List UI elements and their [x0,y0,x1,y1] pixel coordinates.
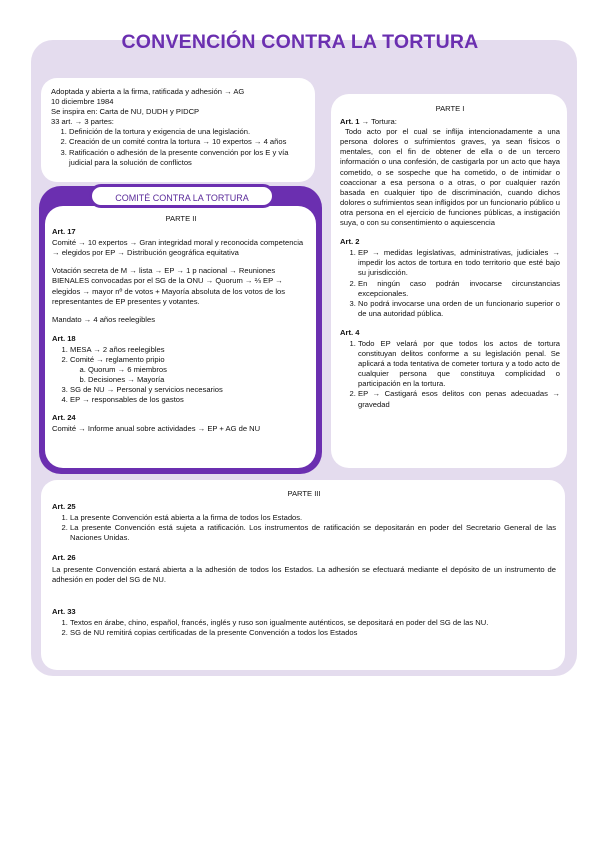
list-item: 3. Ratificación o adhesión de la presente convención por los E y vía judicial para la solución de conflictos [69,148,309,168]
list-item: 1. EP → medidas legislativas, administrativas, judiciales → impedir los actos de tortura en todo territorio que esté bajo su jurisdicción. [358,248,560,278]
part-heading: PARTE III [287,489,321,498]
list-item: 4. EP → responsables de los gastos [70,395,310,405]
article-subtitle: → Tortura: [359,117,397,127]
article-label: Art. 25 [52,502,76,512]
committee-banner: COMITÉ CONTRA LA TORTURA [89,184,275,208]
article-list [340,248,560,319]
article-label: Art. 24 [52,412,76,422]
intro-line: 10 diciembre 1984 [51,97,114,107]
part-2-inner [45,206,316,468]
list-item: 3. SG de NU → Personal y servicios necesarios [70,385,310,395]
part-1-card [331,94,567,468]
article-text: La presente Convención estará abierta a la adhesión de todos los Estados. La adhesión se efectuará mediante el depósito de un instrumento de adhesión en poder del SG de NU. [52,564,556,584]
article-label: Art. 2 [340,237,360,247]
article-text: Todo acto por el cual se inflija intencionadamente a una persona dolores o sufrimientos graves, ya sean físicos o mentales, con el fin de obtener de ella o de un tercero información o una confesión, de castigarla por un acto que haya cometido, o se sospeche que ha cometido, o de intimidar o coaccionar a esa persona o a otras, o por cualquier razón basada en cualquier tipo de discriminación, cuando dichos dolores o sufrimientos sean infligidos por un funcionario público u otra persona en el ejercicio de funciones públicas, a instigación suya, o con su consentimiento o aquiescencia [340,127,560,228]
list-item: 2. La presente Convención está sujeta a ratificación. Los instrumentos de ratificación se depositarán en poder del Secretario General de las Naciones Unidas. [70,523,556,543]
article-label: Art. 4 [340,327,360,337]
article-list [52,618,556,638]
article-list [52,513,556,543]
parts-list [51,127,309,167]
list-item: a. Quorum → 6 miembros [88,365,310,375]
article-label: Art. 33 [52,606,76,616]
list-item [70,355,310,385]
list-item: 1. MESA → 2 años reelegibles [70,345,310,355]
article-text: Votación secreta de M → lista → EP → 1 p nacional → Reuniones BIENALES convocadas por el SG de la ONU → Quorum → ⅔ EP → elegidos → mayor nº de votos + Mayoría absoluta de los votos de los representantes de EP presentes y votantes. [52,266,286,306]
list-item: 1. Textos en árabe, chino, español, francés, inglés y ruso son igualmente auténticos, se depositará en poder del SG de las NU. [70,618,556,628]
article-label: Art. 18 [52,333,76,343]
list-item: 2. EP → Castigará esos delitos con penas adecuadas → gravedad [358,389,560,409]
intro-line: 33 art. → 3 partes: [51,117,114,127]
article-label: Art. 1 [340,117,360,127]
article-label: Art. 26 [52,553,76,563]
list-item: b. Decisiones → Mayoría [88,375,310,385]
article-list [340,339,560,410]
list-item: 1. La presente Convención está abierta a la firma de todos los Estados. [70,513,556,523]
article-text: Comité → Informe anual sobre actividades → EP + AG de NU [52,423,261,433]
list-item: 2. Creación de un comité contra la tortura → 10 expertos → 4 años [69,137,309,147]
list-item: 2. SG de NU remitirá copias certificadas de la presente Convención a todos los Estados [70,628,556,638]
intro-line: Se inspira en: Carta de NU, DUDH y PIDCP [51,107,200,117]
sub-list [70,365,310,385]
part-heading: PARTE II [165,214,197,223]
intro-card [41,78,315,182]
list-item: 1. Todo EP velará por que todos los actos de tortura constituyan delitos conforme a su legislación penal. Se aplicará a toda tentativa de cometer tortura y a todo acto de cualquier persona que constituya complicidad o participación en la tortura. [358,339,560,389]
article-label: Art. 17 [52,227,76,237]
list-item-text: Comité → reglamento pripio [70,355,165,365]
list-item: 2. En ningún caso podrán invocarse circunstancias excepcionales. [358,279,560,299]
intro-line: Adoptada y abierta a la firma, ratificada y adhesión → AG [51,87,245,96]
list-item: 1. Definición de la tortura y exigencia de una legislación. [69,127,309,137]
article-list [52,345,310,406]
part-3-card [41,480,565,670]
part-2-card [39,186,322,474]
article-text: Mandato → 4 años reelegibles [52,314,156,324]
part-heading: PARTE I [435,104,465,113]
article-text: Comité → 10 expertos → Gran integridad moral y reconocida competencia → elegidos por EP → Distribución geográfica equitativa [52,238,304,258]
page-title: CONVENCIÓN CONTRA LA TORTURA [121,31,479,53]
list-item: 3. No podrá invocarse una orden de un funcionario superior o de una autoridad pública. [358,299,560,319]
